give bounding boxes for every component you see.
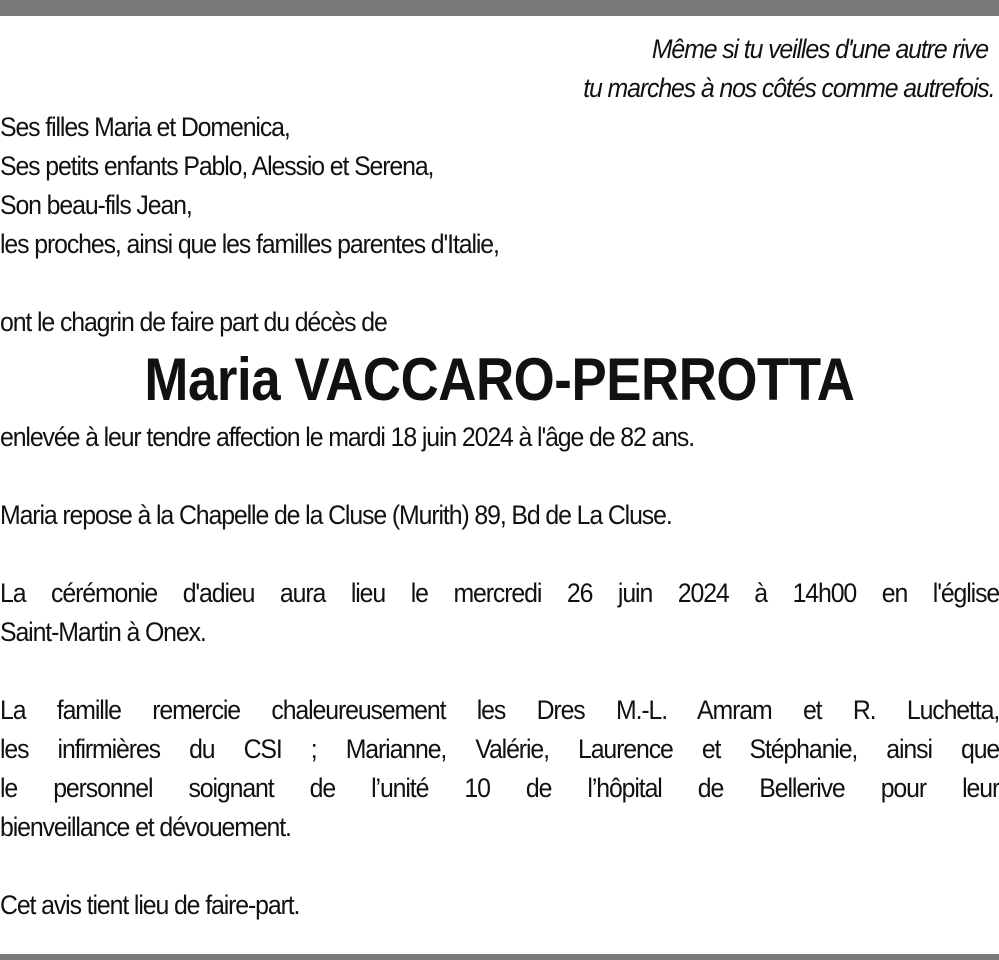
spacer <box>0 264 999 303</box>
spacer <box>0 457 999 496</box>
thanks-line: La famille remercie chaleureusement les Dres M.-L. Amram et R. Luchetta, <box>0 695 999 725</box>
spacer <box>0 847 999 886</box>
obituary-notice <box>0 30 999 925</box>
thanks-line: bienveillance et dévouement. <box>0 812 291 842</box>
ceremony-line: Saint-Martin à Onex. <box>0 617 206 647</box>
family-line: Son beau-fils Jean, <box>0 190 192 220</box>
family-line: Ses filles Maria et Domenica, <box>0 112 290 142</box>
thanks-line: les infirmières du CSI ; Marianne, Valérie, Laurence et Stéphanie, ainsi que <box>0 734 999 764</box>
bottom-border-rule <box>0 954 999 960</box>
thanks-paragraph <box>0 691 999 847</box>
family-line: Ses petits enfants Pablo, Alessio et Serena, <box>0 151 434 181</box>
ceremony-line: La cérémonie d'adieu aura lieu le mercredi 26 juin 2024 à 14h00 en l'église <box>0 578 999 608</box>
ceremony-paragraph <box>0 574 999 652</box>
death-details: enlevée à leur tendre affection le mardi 18 juin 2024 à l'âge de 82 ans. <box>0 422 695 452</box>
epigraph-line: tu marches à nos côtés comme autrefois. <box>583 73 995 103</box>
resting-place: Maria repose à la Chapelle de la Cluse (Murith) 89, Bd de La Cluse. <box>0 500 672 530</box>
thanks-line: le personnel soignant de l’unité 10 de l’hôpital de Bellerive pour leur <box>0 773 999 803</box>
closing-note: Cet avis tient lieu de faire-part. <box>0 890 300 920</box>
top-border-rule <box>0 0 999 16</box>
family-list <box>0 108 999 264</box>
spacer <box>0 652 999 691</box>
epigraph <box>0 30 999 108</box>
epigraph-line: Même si tu veilles d'une autre rive <box>651 34 988 64</box>
family-line: les proches, ainsi que les familles parentes d'Italie, <box>0 229 499 259</box>
deceased-name-text: Maria VACCARO-PERROTTA <box>144 346 855 413</box>
announcement-intro: ont le chagrin de faire part du décès de <box>0 307 387 337</box>
deceased-name <box>0 342 999 418</box>
spacer <box>0 535 999 574</box>
